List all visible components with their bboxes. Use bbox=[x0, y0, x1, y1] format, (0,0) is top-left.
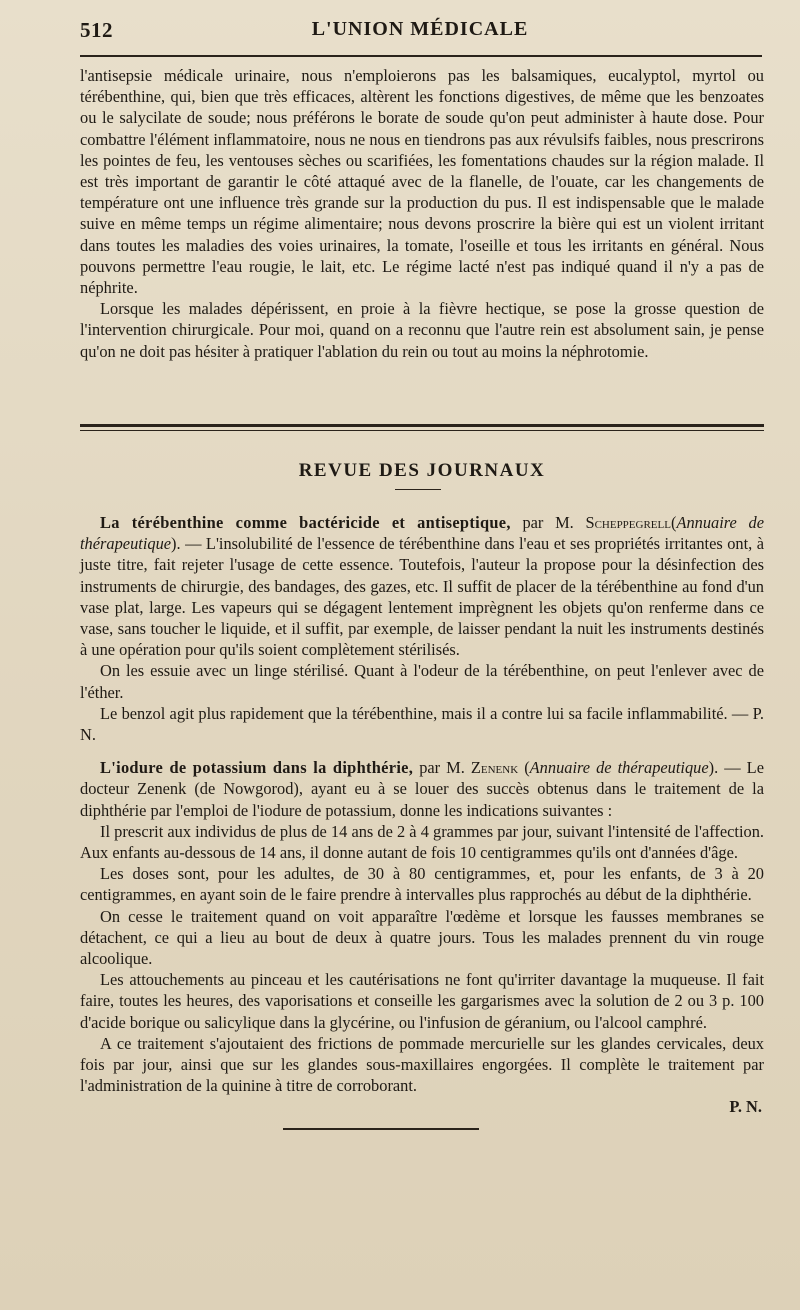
article-2-paragraph-1 bbox=[80, 757, 764, 821]
intro-paragraph-1: l'antisepsie médicale urinaire, nous n'emploierons pas les balsamiques, eucalyptol, myrtol ou térébenthine, qui, bien que très efficaces, altèrent les fonctions digestives, de même que les benzoates ou le salycilate de soude; nous préférons le borate de soude qu'on peut administer à haute dose. Pour combattre l'élément inflammatoire, nous ne nous en tiendrons pas aux révulsifs faibles, nous prescrirons les pointes de feu, les ventouses sèches ou scarifiées, les fomentations chaudes sur la région malade. Il est très important de garantir le côté attaqué avec de la flanelle, de l'ouate, car les changements de température ont une influence très grande sur la production du pus. Il est indispensable que le malade suive en même temps un régime alimentaire; nous devons proscrire la bière qui est un violent irritant dans toutes les maladies des voies urinaires, la tomate, l'oseille et tous les irritants en général. Nous pouvons permettre l'eau rougie, le lait, etc. Le régime lacté n'est pas indiqué quand il n'y a pas de néphrite. bbox=[80, 66, 764, 298]
article-1-paragraph-1 bbox=[80, 512, 764, 660]
article-2-paragraph-3: Les doses sont, pour les adultes, de 30 à 80 centigrammes, et, pour les enfants, de 3 à 20 centigrammes, en ayant soin de le faire prendre à intervalles plus rapprochés au début de la diphthérie. bbox=[80, 864, 764, 905]
article-2-journal-close: ). bbox=[708, 758, 719, 778]
article-1-journal: Annuaire de thérapeutique bbox=[80, 513, 764, 554]
article-2-paragraph-4: On cesse le traitement quand on voit apparaître l'œdème et lorsque les fausses membranes se détachent, ce qui a lieu au bout de deux à quatre jours. Tous les malades prennent du vin rouge alcoolique. bbox=[80, 906, 764, 969]
article-1-by: par M. bbox=[510, 513, 586, 532]
article-2-signature: P. N. bbox=[729, 1097, 762, 1117]
article-2-paragraph-6: A ce traitement s'ajoutaient des frictions de pommade mercurielle sur les glandes cervicales, deux fois par jour, ainsi que sur les glandes sous-maxillaires engorgées. Il complète le traitement par l'administration de la quinine à titre de corroborant. bbox=[80, 1033, 764, 1096]
section-divider bbox=[80, 424, 764, 431]
article-2-author: Zenenk bbox=[470, 758, 519, 778]
article-1-paragraph-3: Le benzol agit plus rapidement que la térébenthine, mais il a contre lui sa facile inflammabilité. — P. N. bbox=[80, 703, 764, 745]
article-2-body: — Le docteur Zenenk (de Nowgorod), ayant eu à se louer des succès obtenus dans le traitement de la diphthérie par l'emploi de l'iodure de potassium, donne les indications suivantes : bbox=[80, 758, 764, 820]
article-2-title: L'iodure de potassium dans la diphthérie, bbox=[100, 758, 414, 778]
end-rule bbox=[283, 1128, 479, 1130]
article-1-journal-open: ( bbox=[670, 513, 677, 532]
section-title: REVUE DES JOURNAUX bbox=[298, 460, 546, 481]
article-2-paragraph-5: Les attouchements au pinceau et les cautérisations ne font qu'irriter davantage la muqueuse. Il fait faire, toutes les heures, des vaporisations et conseille les gargarismes avec la solution de 2 ou 3 p. 100 d'acide borique ou salicylique dans la glycérine, ou l'infusion de géranium, ou l'alcool camphré. bbox=[80, 970, 764, 1032]
article-1-body: — L'insolubilité de l'essence de térébenthine dans l'eau et ses propriétés irritantes ont, à juste titre, fait rejeter l'usage de cette essence. Toutefois, l'auteur la propose pour la désinfection des instruments de chirurgie, des bandages, des gazes, etc. Il suffit de placer de la térébenthine au fond d'un vase plat, large. Les vapeurs qui se dégagent lentement imprègnent les objets qu'on renferme dans ce vase, sans toucher le liquide, et il suffit, par exemple, de laisser pendant la nuit les instruments destinés à une opération pour qu'ils soient complètement stérilisés. bbox=[80, 534, 764, 660]
page-number: 512 bbox=[80, 18, 113, 42]
article-2-journal-open: ( bbox=[518, 758, 530, 778]
running-title: L'UNION MÉDICALE bbox=[311, 18, 529, 40]
article-1-paragraph-2: On les essuie avec un linge stérilisé. Quant à l'odeur de la térébenthine, on peut l'enlever avec de l'éther. bbox=[80, 661, 764, 702]
article-2-paragraph-2: Il prescrit aux individus de plus de 14 ans de 2 à 4 grammes par jour, suivant l'intensité de l'affection. Aux enfants au-dessous de 14 ans, il donne autant de fois 10 centigrammes qu'ils ont d'années d'âge. bbox=[80, 821, 764, 863]
article-1-author: Scheppegrell bbox=[585, 513, 671, 532]
article-1-title: La térébenthine comme bactéricide et antiseptique, bbox=[100, 513, 511, 532]
article-2-by: par M. bbox=[413, 758, 471, 778]
section-title-underline bbox=[395, 489, 441, 490]
header-rule bbox=[80, 55, 762, 57]
intro-paragraph-2: Lorsque les malades dépérissent, en proie à la fièvre hectique, se pose la grosse question de l'intervention chirurgicale. Pour moi, quand on a reconnu que l'autre rein est absolument sain, je pense qu'on ne doit pas hésiter à pratiquer l'ablation du rein ou tout au moins la néphrotomie. bbox=[80, 299, 764, 361]
page-header bbox=[80, 18, 760, 48]
intro-text-block bbox=[80, 65, 764, 362]
reviews-text-block bbox=[80, 512, 764, 1118]
article-2-journal: Annuaire de thérapeutique bbox=[529, 758, 709, 778]
article-1-journal-close: ). bbox=[171, 534, 181, 554]
